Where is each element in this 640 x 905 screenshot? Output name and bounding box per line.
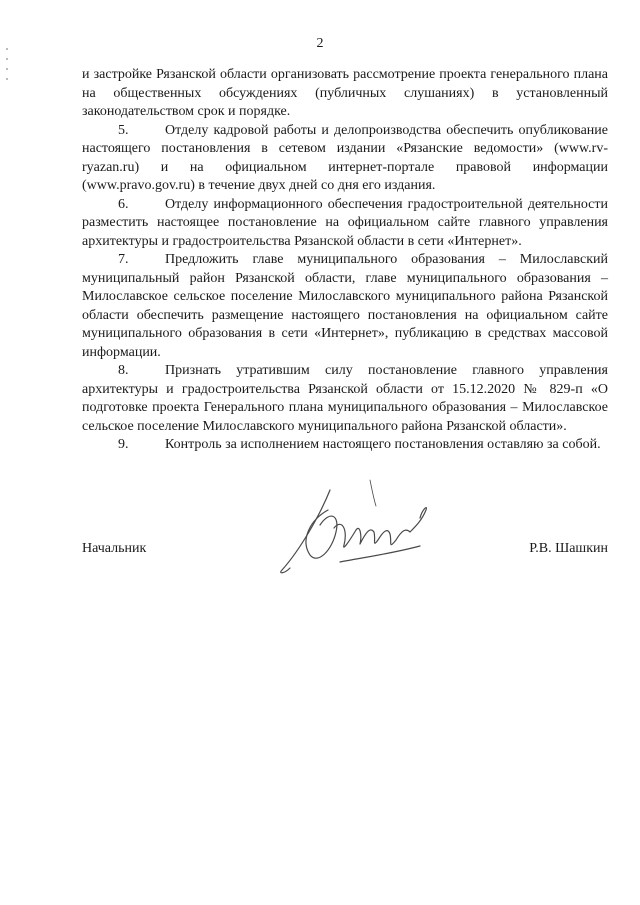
page-number: 2 xyxy=(316,36,324,51)
paragraph-number: 6. xyxy=(118,196,129,212)
paragraph-number: 8. xyxy=(118,363,129,378)
handwritten-signature xyxy=(270,470,450,590)
signatory-title: Начальник xyxy=(82,541,147,556)
paragraph-6: 6. Отделу информационного обеспечения градостроительной деятельности разместить настоящее постановление на официальном сайте главного управления архитектуры и градостроительства Рязанской области в сети «Интернет». xyxy=(82,196,608,249)
paragraph-8: 8. Признать утратившим силу постановление главного управления архитектуры и градостроительства Рязанской области от 15.12.2020 № 829-п «О подготовке проекта Генерального плана муниципального образования – Милославское сельское поселение Милославского муниципального района Рязанской области». xyxy=(82,363,608,434)
paragraph-7: 7. Предложить главе муниципального образования – Милославский муниципальный район Рязанской области, главе муниципального образования – Милославское сельское поселение Милославского муниципального района Рязанской области обеспечить размещение настоящего постановления на официальном сайте муниципального образования в сети «Интернет», публикацию в средствах массовой информации. xyxy=(82,252,608,360)
signatory-name: Р.В. Шашкин xyxy=(529,541,608,556)
paragraph-continuation: и застройке Рязанской области организовать рассмотрение проекта генерального плана на общественных обсуждениях (публичных слушаниях) в установленный законодательством срок и порядке. xyxy=(82,67,608,119)
paragraph-number: 7. xyxy=(118,252,129,267)
paragraph-number: 5. xyxy=(118,122,129,138)
paragraph-5: 5. Отделу кадровой работы и делопроизводства обеспечить опубликование настоящего постановления в сетевом издании «Рязанские ведомости» (www.rv-ryazan.ru) и на официальном интернет-портале правовой информации (www.pravo.gov.ru) в течение двух дней со дня его издания. xyxy=(82,122,608,193)
paragraph-number: 9. xyxy=(118,437,129,452)
paragraph-9: 9. Контроль за исполнением настоящего постановления оставляю за собой. xyxy=(82,436,608,455)
margin-scan-marks xyxy=(6,40,10,130)
document-body xyxy=(82,66,608,455)
